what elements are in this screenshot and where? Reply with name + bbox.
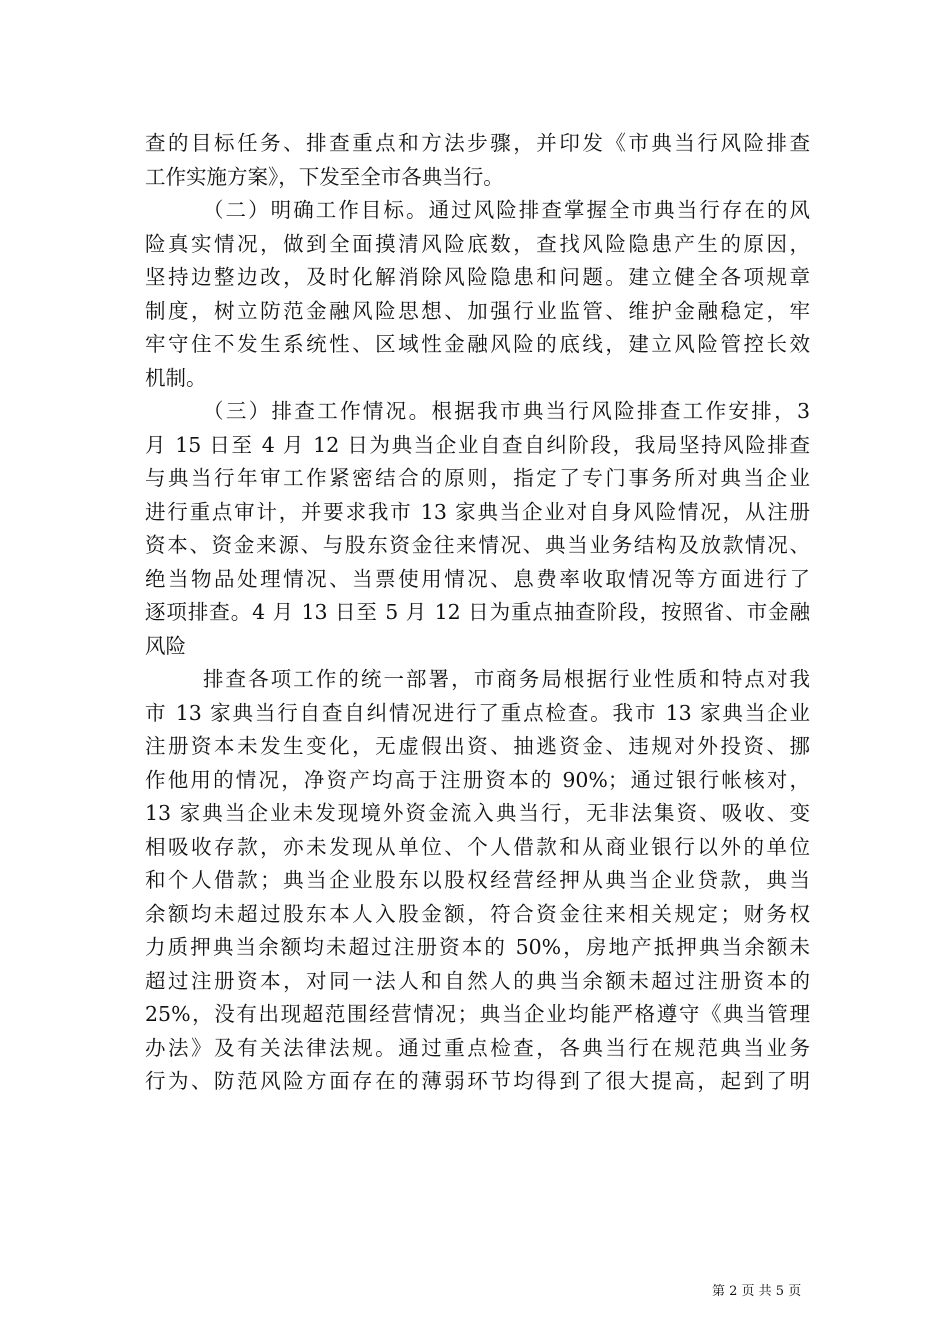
text-line: （三）排查工作情况。根据我市典当行风险排查工作安排，3 [203,399,810,423]
text-line: 余额均未超过股东本人入股金额，符合资金往来相关规定；财务权 [145,902,810,926]
text-line: 注册资本未发生变化，无虚假出资、抽逃资金、违规对外投资、挪 [145,734,810,758]
page-number: 第 2 页 共 5 页 [712,1284,802,1299]
text-line: 办法》及有关法律法规。通过重点检查，各典当行在规范典当业务 [145,1036,810,1060]
text-line: 查的目标任务、排查重点和方法步骤，并印发《市典当行风险排查 [145,131,810,155]
text-line: 作他用的情况，净资产均高于注册资本的 90%；通过银行帐核对， [145,768,810,792]
text-line: 牢守住不发生系统性、区域性金融风险的底线，建立风险管控长效 [145,332,810,356]
text-line: 相吸收存款，亦未发现从单位、个人借款和从商业银行以外的单位 [145,835,810,859]
text-line: 和个人借款；典当企业股东以股权经营经押从典当企业贷款，典当 [145,868,810,892]
text-line: 25%，没有出现超范围经营情况；典当企业均能严格遵守《典当管理 [145,1002,810,1026]
text-line: 月 15 日至 4 月 12 日为典当企业自查自纠阶段，我局坚持风险排查 [145,433,810,457]
text-line: 超过注册资本，对同一法人和自然人的典当余额未超过注册资本的 [145,969,810,993]
text-line: 力质押典当余额均未超过注册资本的 50%，房地产抵押典当余额未 [145,935,810,959]
text-line: 坚持边整边改，及时化解消除风险隐患和问题。建立健全各项规章 [145,265,810,289]
text-line: 绝当物品处理情况、当票使用情况、息费率收取情况等方面进行了 [145,567,810,591]
text-line: 行为、防范风险方面存在的薄弱环节均得到了很大提高，起到了明 [145,1069,810,1093]
text-line: 制度，树立防范金融风险思想、加强行业监管、维护金融稳定，牢 [145,299,810,323]
text-line: 工作实施方案》，下发至全市各典当行。 [145,165,504,189]
text-line: 资本、资金来源、与股东资金往来情况、典当业务结构及放款情况、 [145,533,810,557]
text-line: 机制。 [145,366,207,390]
text-line: 险真实情况，做到全面摸清风险底数，查找风险隐患产生的原因， [145,232,810,256]
text-line: （二）明确工作目标。通过风险排查掌握全市典当行存在的风 [203,198,810,222]
text-line: 风险 [145,634,186,658]
text-line: 13 家典当企业未发现境外资金流入典当行，无非法集资、吸收、变 [145,801,810,825]
text-line: 逐项排查。4 月 13 日至 5 月 12 日为重点抽查阶段，按照省、市金融 [145,600,810,624]
text-line: 市 13 家典当行自查自纠情况进行了重点检查。我市 13 家典当企业 [145,701,810,725]
text-line: 进行重点审计，并要求我市 13 家典当企业对自身风险情况，从注册 [145,500,810,524]
text-line: 与典当行年审工作紧密结合的原则，指定了专门事务所对典当企业 [145,466,810,490]
text-line: 排查各项工作的统一部署，市商务局根据行业性质和特点对我 [203,667,810,691]
